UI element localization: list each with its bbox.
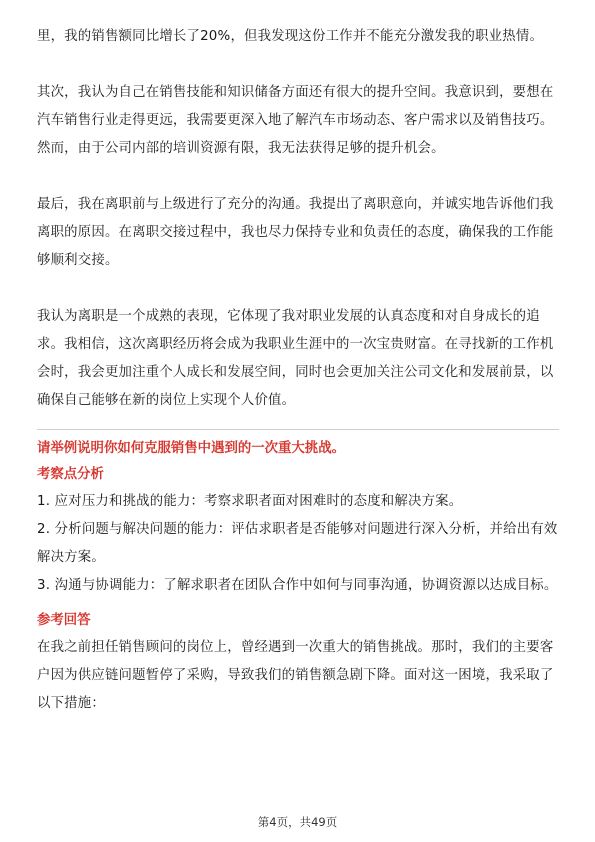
document-body — [37, 23, 559, 718]
analysis-title: 考察点分析 — [37, 467, 104, 482]
page-number: 第4页，共49页 — [257, 815, 338, 829]
paragraph-2: 其次，我认为自己在销售技能和知识储备方面还有很大的提升空间。我意识到，要想在汽车销售行业走得更远，我需要更深入地了解汽车市场动态、客户需求以及销售技巧。然而，由于公司内部的培训资源有限，我无法获得足够的提升机会。 — [37, 85, 554, 156]
analysis-point-2: 2. 分析问题与解决问题的能力：评估求职者是否能够对问题进行深入分析，并给出有效解决方案。 — [37, 522, 558, 565]
interview-question: 请举例说明你如何克服销售中遇到的一次重大挑战。 — [37, 441, 345, 456]
paragraph-3: 最后，我在离职前与上级进行了充分的沟通。我提出了离职意向，并诚实地告诉他们我离职的原因。在离职交接过程中，我也尽力保持专业和负责任的态度，确保我的工作能够顺利交接。 — [37, 197, 554, 268]
analysis-point-1: 1. 应对压力和挑战的能力：考察求职者面对困难时的态度和解决方案。 — [37, 494, 463, 509]
section-divider — [37, 429, 559, 430]
paragraph-spacer — [37, 51, 559, 79]
answer-text: 在我之前担任销售顾问的岗位上，曾经遇到一次重大的销售挑战。那时，我们的主要客户因为供应链问题暂停了采购，导致我们的销售额急剧下降。面对这一困境，我采取了以下措施： — [37, 640, 554, 711]
paragraph-1: 里，我的销售额同比增长了20%，但我发现这份工作并不能充分激发我的职业热情。 — [37, 29, 544, 44]
paragraph-4: 我认为离职是一个成熟的表现，它体现了我对职业发展的认真态度和对自身成长的追求。我相信，这次离职经历将会成为我职业生涯中的一次宝贵财富。在寻找新的工作机会时，我会更加注重个人成长和发展空间，同时也会更加关注公司文化和发展前景，以确保自己能够在新的岗位上实现个人价值。 — [37, 309, 554, 408]
section-spacer — [37, 600, 559, 608]
analysis-point-3: 3. 沟通与协调能力：了解求职者在团队合作中如何与同事沟通，协调资源以达成目标。 — [37, 578, 558, 593]
paragraph-spacer — [37, 275, 559, 303]
answer-title: 参考回答 — [37, 613, 91, 628]
paragraph-spacer — [37, 163, 559, 191]
